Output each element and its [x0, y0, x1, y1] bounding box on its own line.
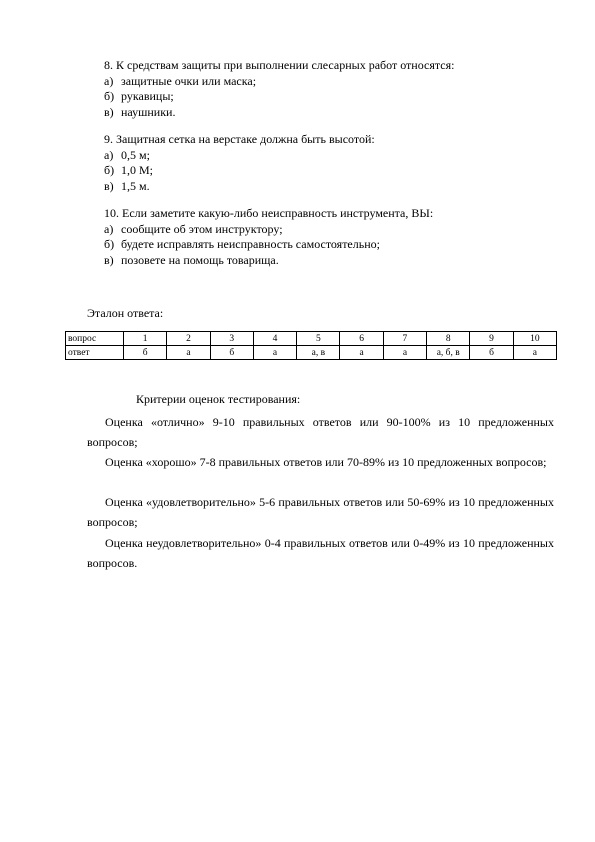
option-text: будете исправлять неисправность самостоятельно;	[121, 237, 380, 251]
answer-option	[104, 222, 433, 238]
answer-key-table	[65, 331, 557, 360]
option-text: защитные очки или маска;	[121, 73, 257, 88]
question-number-cell: 6	[340, 332, 383, 346]
question-number-cell: 10	[513, 332, 556, 346]
question-number-cell: 7	[383, 332, 426, 346]
option-letter: а)	[104, 221, 114, 236]
criteria-item: Оценка неудовлетворительно» 0-4 правильных ответов или 0-49% из 10 предложенных вопросов.	[87, 536, 554, 570]
option-text: сообщите об этом инструктору;	[121, 221, 283, 236]
question-title: 8. К средствам защиты при выполнении слесарных работ относятся:	[104, 58, 455, 72]
question-title: 10. Если заметите какую-либо неисправность инструмента, ВЫ:	[104, 206, 434, 220]
option-text: позовете на помощь товарища.	[121, 252, 279, 267]
answer-cell: б	[470, 346, 513, 360]
question-number-cell: 9	[470, 332, 513, 346]
criteria-item: Оценка «удовлетворительно» 5-6 правильных ответов или 50-69% из 10 предложенных вопросов;	[87, 495, 554, 529]
answer-option	[104, 89, 454, 105]
option-letter: б)	[104, 237, 115, 251]
answer-cell: а, б, в	[427, 346, 470, 360]
answer-cell: а	[513, 346, 556, 360]
option-letter: а)	[104, 73, 114, 88]
question-number-cell: 3	[210, 332, 253, 346]
answer-cell: а	[253, 346, 296, 360]
answer-cell: а	[383, 346, 426, 360]
question-number-cell: 5	[297, 332, 340, 346]
answer-option	[104, 74, 454, 90]
question-number-cell: 4	[253, 332, 296, 346]
answer-option	[104, 148, 375, 164]
criteria-item: Оценка «хорошо» 7-8 правильных ответов или 70-89% из 10 предложенных вопросов;	[105, 455, 547, 469]
criteria-title: Критерии оценок тестирования:	[136, 392, 301, 406]
answer-cell: а, в	[297, 346, 340, 360]
option-text: наушники.	[121, 104, 176, 119]
question-number-cell: 2	[167, 332, 210, 346]
question-number-cell: 8	[427, 332, 470, 346]
criteria-item: Оценка «отлично» 9-10 правильных ответов или 90-100% из 10 предложенных вопросов;	[87, 415, 554, 449]
option-letter: а)	[104, 147, 114, 162]
answer-cell: а	[340, 346, 383, 360]
row-header: вопрос	[66, 332, 124, 346]
answer-row	[66, 346, 557, 360]
answer-cell: а	[167, 346, 210, 360]
answer-option	[104, 179, 375, 195]
option-letter: б)	[104, 163, 115, 177]
row-header: ответ	[66, 346, 124, 360]
answer-option	[104, 237, 433, 253]
question-number-row	[66, 332, 557, 346]
answer-option	[104, 163, 375, 179]
answer-option	[104, 253, 433, 269]
option-text: 1,0 М;	[121, 163, 154, 177]
option-text: 0,5 м;	[121, 147, 150, 162]
question-9	[104, 132, 375, 194]
option-letter: в)	[104, 104, 114, 119]
answer-cell: б	[124, 346, 167, 360]
option-text: рукавицы;	[121, 89, 174, 103]
option-letter: б)	[104, 89, 115, 103]
question-number-cell: 1	[124, 332, 167, 346]
question-8	[104, 58, 454, 120]
option-letter: в)	[104, 252, 114, 267]
answer-key-label: Эталон ответа:	[87, 306, 164, 320]
answer-cell: б	[210, 346, 253, 360]
question-title: 9. Защитная сетка на верстаке должна быть высотой:	[104, 132, 375, 146]
option-letter: в)	[104, 178, 114, 193]
question-10	[104, 206, 433, 268]
answer-option	[104, 105, 454, 121]
option-text: 1,5 м.	[121, 178, 150, 193]
